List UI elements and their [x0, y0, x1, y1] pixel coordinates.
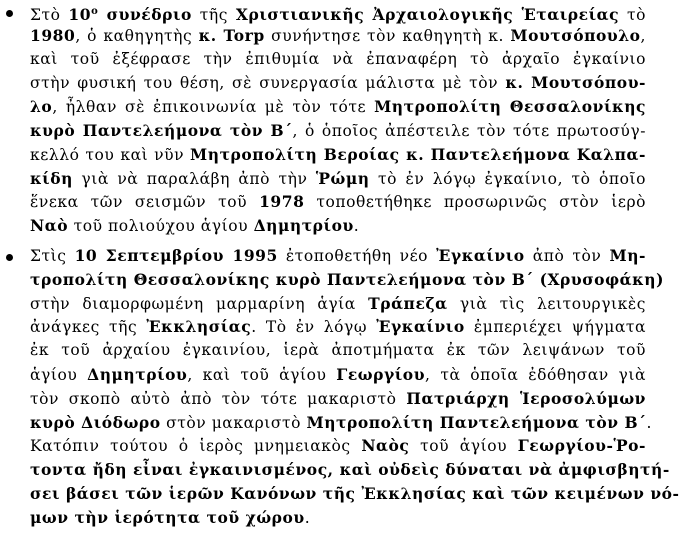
text-line	[30, 48, 646, 71]
text-run: .	[353, 217, 360, 236]
text-line	[30, 292, 646, 315]
text-run: 10 Σεπτεμβρίου 1995	[74, 246, 278, 265]
text-run: ἐτοποθετήθη νέο	[277, 247, 437, 265]
text-line	[30, 214, 646, 237]
text-line	[30, 244, 646, 267]
text-line	[30, 268, 664, 291]
text-line	[30, 71, 646, 94]
bullet-dot-icon	[6, 10, 13, 17]
text-line	[30, 387, 646, 410]
bullet-dot-icon	[6, 254, 13, 261]
text-line	[30, 411, 652, 434]
text-run: 1980	[30, 25, 76, 45]
text-run: ἐκ τοῦ ἀρχαίου ἐγκαινίου, ἱερὰ ἀποτμήματα ἐκ τῶν λειψάνων τοῦ	[30, 341, 646, 360]
text-run: τοποθετήθηκε προσωρινῶς στὸν ἱερὸ	[304, 193, 646, 212]
text-run: κελλό του καὶ νῦν	[30, 145, 191, 164]
text-run: Ναὸ	[30, 216, 69, 236]
text-run: , ἦλθαν σὲ ἐπικοινωνία μὲ τὸν τότε	[52, 98, 375, 117]
text-line	[30, 434, 646, 457]
text-run: Πατριάρχη Ἱεροσολύμων	[406, 388, 646, 408]
text-run: Ἐγκαίνιο	[376, 317, 465, 337]
text-run: τὸ	[619, 6, 647, 25]
text-line	[30, 363, 646, 386]
text-run: Δημητρίου	[253, 216, 354, 236]
text-run: , τὰ ὁποῖα ἐδόθησαν γιὰ	[425, 366, 646, 384]
text-line	[30, 167, 646, 190]
text-run: τῆς	[191, 6, 236, 25]
text-run: Μουτσόπουλο	[510, 25, 641, 45]
text-run: τροπολίτη Θεσσαλονίκης κυρὸ Παντελεήμονα τὸν Β΄ (Χρυσοφάκη)	[30, 269, 664, 289]
text-run: κ. Torp	[198, 25, 265, 45]
text-line	[30, 315, 646, 338]
text-run: ἐμπεριέχει ψήγματα	[464, 318, 647, 337]
text-run: κυρὸ Διόδωρο	[30, 412, 161, 432]
text-run: μων τὴν ἱερότητα τοῦ χώρου	[30, 507, 305, 527]
text-run: στὸν μακαριστὸ	[160, 413, 307, 432]
text-line	[30, 24, 646, 47]
text-run: Στὶς	[30, 247, 75, 265]
text-run: 10	[68, 5, 92, 25]
text-run: Δημητρίου	[87, 365, 188, 384]
text-run: Κατόπιν τούτου ὁ ἱερὸς μνημειακὸς	[30, 437, 362, 456]
text-run: Χριστιανικῆς Ἀρχαιολογικῆς Ἑταιρείας	[235, 5, 620, 25]
text-run: Μητροπολίτη Βεροίας κ. Παντελεήμονα Καλπα-	[190, 144, 647, 164]
text-run: Στὸ	[30, 6, 69, 25]
text-run: στὴν φυσική του θέση, σὲ συνεργασία μάλιστα μὲ τὸν	[30, 74, 506, 93]
text-run: Ναὸς	[361, 436, 410, 456]
text-run: λο	[30, 97, 53, 117]
text-run: γιὰ τὶς λειτουργικὲς	[447, 294, 646, 313]
text-run: κ. Μουτσόπου-	[505, 73, 646, 93]
text-run: καὶ τοῦ ἐξέφρασε τὴν ἐπιθυμία νὰ ἐπαναφέρη τὸ ἀρχαῖο ἐγκαίνιο	[30, 49, 646, 68]
text-run: , καὶ τοῦ ἁγίου	[187, 366, 337, 384]
text-run: ἁγίου	[30, 366, 88, 384]
text-run: Μητροπολίτη Παντελεήμονα τὸν Β΄	[306, 412, 647, 432]
text-run: στὴν διαμορφωμένη μαρμαρίνη ἁγία	[30, 294, 369, 313]
text-run: Μητροπολίτη Θεσσαλονίκης	[374, 97, 646, 117]
text-run: κίδη	[30, 168, 73, 188]
text-run: , ὁ καθηγητὴς	[75, 26, 199, 45]
text-line	[30, 482, 680, 505]
text-run: ἀνάγκες τῆς	[30, 318, 147, 337]
text-run: . Τὸ ἐν λόγῳ	[251, 318, 377, 337]
text-run: τοντα ἤδη εἶναι ἐγκαινισμένος, καὶ οὐδεὶς δύναται νὰ ἀμφισβητή-	[30, 460, 670, 480]
text-run: , ὁ ὁποῖος ἀπέστειλε τὸν τότε πρωτοσύγ-	[292, 122, 646, 140]
text-line	[30, 506, 646, 529]
text-run: ο	[91, 6, 99, 17]
text-run: τὸ ἐν λόγῳ ἐγκαίνιο, τὸ ὁποῖο	[369, 169, 646, 188]
text-run: τοῦ πολιούχου ἁγίου	[68, 217, 254, 236]
text-run: .	[646, 413, 652, 432]
text-line	[30, 339, 646, 362]
text-run: τὸν σκοπὸ αὐτὸ ἀπὸ τὸν τότε μακαριστὸ	[30, 389, 407, 408]
text-run: Γεωργίου	[336, 365, 426, 384]
text-line	[30, 458, 670, 481]
text-run: συνέδριο	[98, 5, 192, 25]
text-run: σει βάσει τῶν ἱερῶν Κανόνων τῆς Ἐκκλησίας καὶ τῶν κειμένων νό-	[30, 484, 680, 503]
text-run: Μη-	[609, 246, 646, 265]
text-run: Ἐγκαίνιο	[436, 246, 525, 265]
text-run: τοῦ ἁγίου	[409, 437, 518, 456]
text-line	[30, 190, 646, 213]
text-line	[30, 119, 646, 142]
text-run: ἕνεκα τῶν σεισμῶν τοῦ	[30, 193, 260, 212]
text-run: .	[304, 508, 311, 527]
text-run: Ἐκκλησίας	[146, 317, 252, 337]
text-line	[30, 0, 646, 23]
text-run: Γεωργίου-Ῥο-	[517, 436, 646, 456]
text-run: ἀπὸ τὸν	[524, 247, 610, 265]
text-line	[30, 143, 646, 166]
text-run: Ῥώμη	[315, 168, 370, 188]
text-run: συνήντησε τὸν καθηγητὴ κ.	[264, 26, 511, 45]
text-run: 1978	[259, 192, 305, 212]
text-run: Τράπεζα	[368, 293, 448, 313]
text-run: γιὰ νὰ παραλάβη ἀπὸ τὴν	[72, 169, 316, 188]
text-run: ,	[640, 26, 646, 45]
text-run: κυρὸ Παντελεήμονα τὸν Β΄	[30, 121, 293, 140]
text-line	[30, 95, 646, 118]
